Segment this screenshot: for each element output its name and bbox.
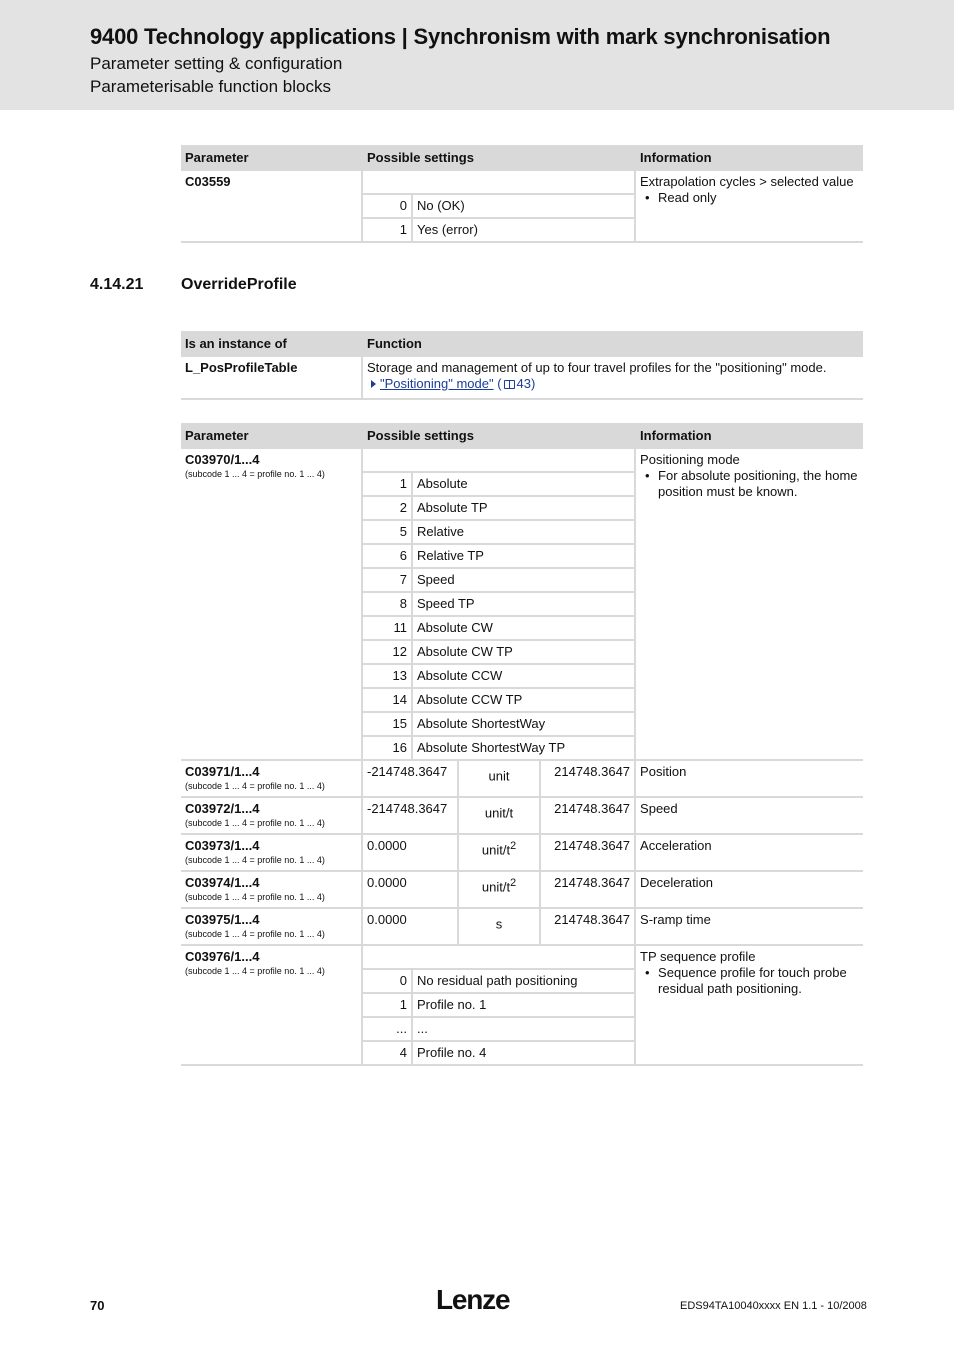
- option-label: Speed TP: [412, 592, 635, 616]
- subcode-note: (subcode 1 ... 4 = profile no. 1 ... 4): [185, 818, 325, 829]
- param-cell-c03973: [181, 834, 362, 871]
- param-code: C03559: [181, 171, 362, 242]
- range-min: 0.0000: [362, 834, 458, 871]
- range-unit: [458, 797, 540, 834]
- range-min: -214748.3647: [362, 760, 458, 797]
- unit-text: s: [495, 916, 503, 932]
- option-label: Absolute CCW: [412, 664, 635, 688]
- subcode-note: (subcode 1 ... 4 = profile no. 1 ... 4): [185, 469, 325, 479]
- param-cell-c03971: [181, 760, 362, 797]
- option-label: No residual path positioning: [412, 969, 635, 993]
- page-header: [0, 0, 954, 110]
- range-min: 0.0000: [362, 908, 458, 945]
- range-max: 214748.3647: [540, 908, 635, 945]
- parameter-table-override-profile: [181, 423, 863, 1066]
- section-number: 4.14.21: [90, 276, 144, 293]
- header-parameter: Parameter: [181, 423, 362, 449]
- lenze-logo: Lenze: [436, 1284, 510, 1315]
- option-label: Relative: [412, 520, 635, 544]
- option-value: 15: [362, 712, 412, 736]
- option-value: 1: [362, 993, 412, 1017]
- unit-text: unit/t: [481, 879, 511, 895]
- header-function: Function: [362, 331, 863, 357]
- option-value: 0: [362, 194, 412, 218]
- option-value: 6: [362, 544, 412, 568]
- option-value: 16: [362, 736, 412, 760]
- option-label: Absolute CCW TP: [412, 688, 635, 712]
- info-title: TP sequence profile: [640, 949, 756, 965]
- range-info: Deceleration: [635, 871, 863, 908]
- range-unit: [458, 760, 540, 797]
- subcode-note: (subcode 1 ... 4 = profile no. 1 ... 4): [185, 892, 325, 903]
- info-cell: [635, 171, 863, 242]
- subcode-note: (subcode 1 ... 4 = profile no. 1 ... 4): [185, 966, 325, 977]
- option-value: 0: [362, 969, 412, 993]
- option-value: ...: [362, 1017, 412, 1041]
- unit-exponent: 2: [510, 877, 517, 890]
- header-parameter: Parameter: [181, 145, 362, 171]
- page-subtitle-2: Parameterisable function blocks: [90, 77, 331, 96]
- arrow-right-icon: [371, 380, 376, 388]
- option-value: 12: [362, 640, 412, 664]
- option-label: Absolute CW: [412, 616, 635, 640]
- option-label: ...: [412, 1017, 635, 1041]
- info-bullet: • For absolute positioning, the home position must be known.: [640, 468, 859, 500]
- range-unit: [458, 834, 540, 871]
- unit-text: unit/t: [484, 805, 514, 821]
- instance-table: [181, 331, 863, 400]
- info-cell-c03970: [635, 449, 863, 760]
- page-ref[interactable]: 43): [516, 376, 536, 391]
- instance-name: L_PosProfileTable: [181, 357, 362, 399]
- settings-spacer: [362, 449, 635, 472]
- option-value: 8: [362, 592, 412, 616]
- range-info: Acceleration: [635, 834, 863, 871]
- option-label: Absolute: [412, 472, 635, 496]
- option-value: 2: [362, 496, 412, 520]
- header-instance-of: Is an instance of: [181, 331, 362, 357]
- param-code: C03972/1...4: [185, 801, 260, 817]
- option-label: Absolute ShortestWay: [412, 712, 635, 736]
- option-value: 13: [362, 664, 412, 688]
- section-title: OverrideProfile: [181, 276, 297, 293]
- range-min: 0.0000: [362, 871, 458, 908]
- option-label: Speed: [412, 568, 635, 592]
- range-info: Position: [635, 760, 863, 797]
- unit-text: unit/t: [481, 842, 511, 858]
- param-code: C03973/1...4: [185, 838, 260, 854]
- function-cell: [362, 357, 863, 399]
- param-code: C03976/1...4: [185, 949, 260, 965]
- subcode-note: (subcode 1 ... 4 = profile no. 1 ... 4): [185, 855, 325, 866]
- page-title: 9400 Technology applications | Synchronism with mark synchronisation: [90, 24, 831, 49]
- option-label: Yes (error): [412, 218, 635, 242]
- option-value: 1: [362, 472, 412, 496]
- param-cell-c03974: [181, 871, 362, 908]
- positioning-mode-link[interactable]: "Positioning" mode": [380, 376, 494, 391]
- function-text: Storage and management of up to four travel profiles for the "positioning" mode.: [367, 360, 827, 375]
- cross-reference: [367, 376, 859, 392]
- option-label: Absolute TP: [412, 496, 635, 520]
- header-possible-settings: Possible settings: [362, 145, 635, 171]
- page-number: 70: [90, 1298, 105, 1313]
- param-code: C03975/1...4: [185, 912, 260, 928]
- book-icon: [504, 380, 515, 389]
- option-label: Relative TP: [412, 544, 635, 568]
- unit-exponent: 2: [510, 840, 517, 853]
- info-bullet: • Sequence profile for touch probe residual path positioning.: [640, 965, 859, 997]
- range-max: 214748.3647: [540, 834, 635, 871]
- param-cell-c03976: [181, 945, 362, 1064]
- param-cell-c03970: [181, 449, 362, 760]
- option-label: Absolute ShortestWay TP: [412, 736, 635, 760]
- param-code: C03971/1...4: [185, 764, 260, 780]
- unit-text: unit: [488, 768, 510, 784]
- option-label: Profile no. 1: [412, 993, 635, 1017]
- range-unit: [458, 871, 540, 908]
- option-value: 1: [362, 218, 412, 242]
- document-reference: EDS94TA10040xxxx EN 1.1 - 10/2008: [680, 1300, 867, 1312]
- option-value: 14: [362, 688, 412, 712]
- option-value: 11: [362, 616, 412, 640]
- range-info: S-ramp time: [635, 908, 863, 945]
- param-code: C03970/1...4: [185, 452, 260, 467]
- subcode-note: (subcode 1 ... 4 = profile no. 1 ... 4): [185, 929, 325, 940]
- subcode-note: (subcode 1 ... 4 = profile no. 1 ... 4): [185, 781, 325, 792]
- range-info: Speed: [635, 797, 863, 834]
- header-information: Information: [635, 423, 863, 449]
- info-title: Positioning mode: [640, 452, 740, 467]
- info-bullet: • Read only: [640, 190, 859, 206]
- param-code: C03974/1...4: [185, 875, 260, 891]
- range-max: 214748.3647: [540, 797, 635, 834]
- page-ref-open: (: [497, 376, 502, 391]
- header-information: Information: [635, 145, 863, 171]
- range-max: 214748.3647: [540, 871, 635, 908]
- range-max: 214748.3647: [540, 760, 635, 797]
- option-value: 5: [362, 520, 412, 544]
- param-cell-c03972: [181, 797, 362, 834]
- option-value: 4: [362, 1041, 412, 1065]
- parameter-table-c03559: [181, 145, 863, 243]
- range-unit: [458, 908, 540, 945]
- range-min: -214748.3647: [362, 797, 458, 834]
- page-subtitle-1: Parameter setting & configuration: [90, 54, 343, 73]
- settings-spacer: [362, 945, 635, 968]
- option-label: Absolute CW TP: [412, 640, 635, 664]
- info-title: Extrapolation cycles > selected value: [640, 174, 854, 189]
- param-cell-c03975: [181, 908, 362, 945]
- option-label: Profile no. 4: [412, 1041, 635, 1065]
- settings-spacer: [362, 171, 635, 194]
- header-possible-settings: Possible settings: [362, 423, 635, 449]
- option-label: No (OK): [412, 194, 635, 218]
- info-cell-c03976: [635, 945, 863, 1064]
- option-value: 7: [362, 568, 412, 592]
- section-heading: [90, 276, 297, 294]
